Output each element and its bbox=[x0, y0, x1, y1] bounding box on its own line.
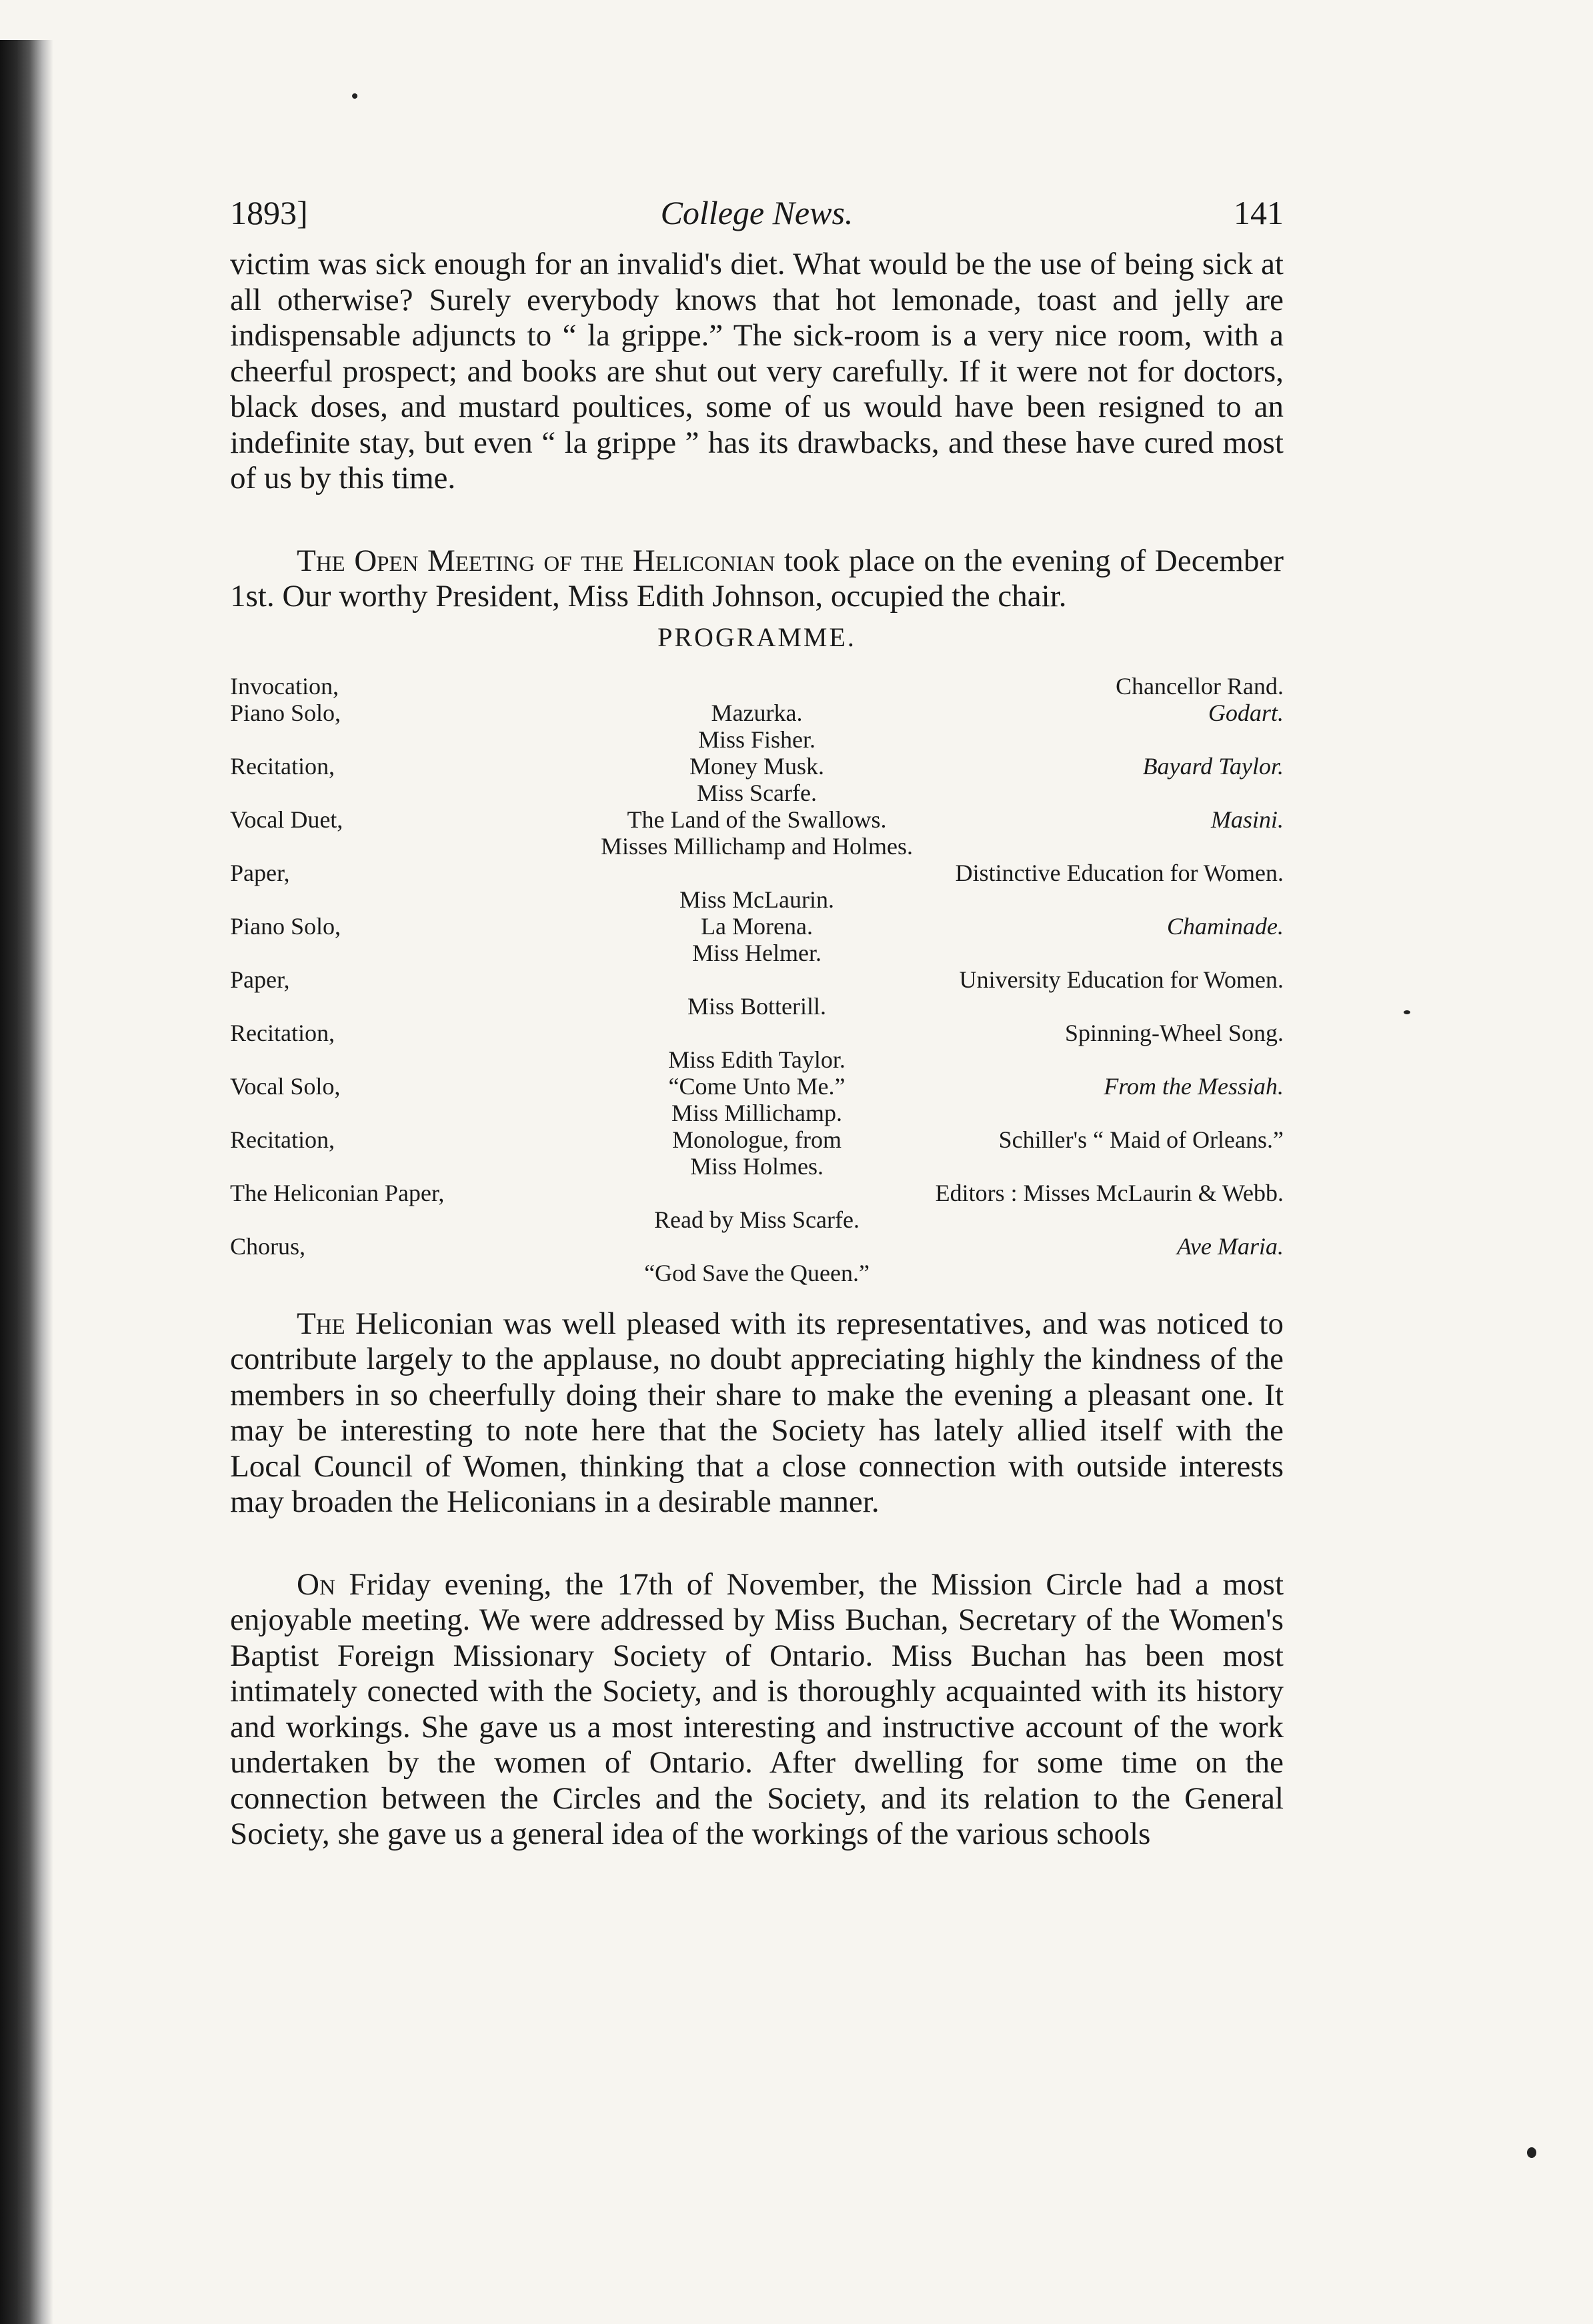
programme-item-author: Chancellor Rand. bbox=[1116, 672, 1284, 700]
programme-item-author: Godart. bbox=[1208, 699, 1284, 726]
programme-item-performer: Miss Helmer. bbox=[692, 939, 822, 966]
programme-item-title: La Morena. bbox=[701, 912, 813, 940]
book-binding-edge bbox=[0, 40, 53, 2324]
programme-item-label: Paper, bbox=[230, 859, 290, 886]
paragraph-lead: On bbox=[297, 1566, 335, 1602]
programme-row bbox=[230, 673, 1284, 700]
programme-item-title: Mazurka. bbox=[711, 699, 803, 726]
paragraph-lead: The bbox=[297, 1306, 345, 1341]
programme-item-author: Spinning-Wheel Song. bbox=[1065, 1019, 1284, 1046]
programme-row bbox=[230, 1073, 1284, 1100]
programme-item bbox=[230, 913, 1284, 966]
programme-row bbox=[230, 913, 1284, 940]
programme-item-performer: Miss Edith Taylor. bbox=[668, 1046, 846, 1073]
programme-item-author: Ave Maria. bbox=[1177, 1232, 1284, 1260]
programme-item-author: Masini. bbox=[1210, 806, 1284, 833]
page-body bbox=[230, 193, 1284, 1853]
paragraph-open-meeting bbox=[230, 543, 1284, 615]
programme-item bbox=[230, 673, 1284, 700]
programme-row bbox=[230, 1126, 1284, 1153]
paragraph-mission-circle bbox=[230, 1567, 1284, 1853]
paragraph-text: Friday evening, the 17th of November, the Mission Circle had a most enjoyable meeting. We were addressed by Miss Buchan, Secretary of the Women's Baptist Foreign Missionary Society of Ontario. Miss Buchan has been most intimately conected with the Society, and is thoroughly acquainted with its history and workings. She gave us a most interesting and instructive account of the work undertaken by the women of Ontario. After dwelling for some time on the connection between the Circles and the Society, and its relation to the General Society, she gave us a general idea of the workings of the various schools bbox=[230, 1566, 1284, 1851]
programme-item-performer: Miss Fisher. bbox=[697, 726, 816, 753]
programme-item-label: Recitation, bbox=[230, 752, 335, 780]
programme-item-label: The Heliconian Paper, bbox=[230, 1179, 445, 1206]
programme-row bbox=[230, 1233, 1284, 1260]
programme-item-author: Distinctive Education for Women. bbox=[955, 859, 1284, 886]
header-year: 1893] bbox=[230, 194, 308, 231]
paragraph-text: took place on the evening of December 1st. Our worthy President, Miss Edith Johnson, occupied the chair. bbox=[230, 543, 1284, 614]
programme-item-label: Paper, bbox=[230, 966, 290, 993]
programme-row bbox=[230, 1180, 1284, 1206]
programme-list bbox=[230, 673, 1284, 1286]
programme-row bbox=[230, 806, 1284, 833]
programme-item-performer: Read by Miss Scarfe. bbox=[654, 1206, 860, 1233]
programme-row bbox=[230, 1020, 1284, 1046]
programme-item-label: Piano Solo, bbox=[230, 699, 341, 726]
programme-item-label: Vocal Duet, bbox=[230, 806, 343, 833]
programme-item bbox=[230, 753, 1284, 806]
programme-item-title: Monologue, from bbox=[672, 1126, 842, 1153]
programme-item bbox=[230, 1126, 1284, 1180]
programme-item-label: Piano Solo, bbox=[230, 912, 341, 940]
programme-item-performer: Miss Millichamp. bbox=[671, 1099, 842, 1126]
programme-item-author: Bayard Taylor. bbox=[1142, 752, 1284, 780]
programme-item-label: Vocal Solo, bbox=[230, 1072, 341, 1100]
programme-item bbox=[230, 1180, 1284, 1233]
programme-item-author: University Education for Women. bbox=[959, 966, 1284, 993]
programme-item-author: Chaminade. bbox=[1167, 912, 1284, 940]
programme-item-author: From the Messiah. bbox=[1104, 1072, 1284, 1100]
programme-item-performer: Miss Scarfe. bbox=[697, 779, 817, 806]
ink-speck bbox=[352, 93, 357, 99]
programme-item-label: Recitation, bbox=[230, 1019, 335, 1046]
ink-speck bbox=[1404, 1010, 1410, 1014]
programme-item bbox=[230, 1020, 1284, 1073]
paragraph-lead: The Open Meeting of the Heliconian bbox=[297, 543, 775, 578]
programme-row bbox=[230, 860, 1284, 886]
running-head bbox=[230, 193, 1284, 247]
programme-item bbox=[230, 806, 1284, 860]
programme-item-title: The Land of the Swallows. bbox=[627, 806, 887, 833]
programme-item bbox=[230, 966, 1284, 1020]
journal-title: College News. bbox=[660, 194, 854, 231]
paragraph-sick-room: victim was sick enough for an invalid's diet. What would be the use of being sick at all otherwise? Surely everybody knows that hot lemonade, toast and jelly are indispensable adjuncts to “ la grippe.” The sick-room is a very nice room, with a cheerful prospect; and books are shut out very carefully. If it were not for doctors, black doses, and mustard poultices, some of us would have been resigned to an indefinite stay, but even “ la grippe ” has its drawbacks, and these have cured most of us by this time. bbox=[230, 247, 1284, 495]
programme-item-performer: Miss Holmes. bbox=[689, 1152, 824, 1180]
paragraph-text: Heliconian was well pleased with its representatives, and was noticed to contribute largely to the applause, no doubt appreciating highly the kindness of the members in so cheerfully doing their share to make the evening a pleasant one. It may be interesting to note here that the Society has lately allied itself with the Local Council of Women, thinking that a close connection with outside interests may broaden the Heliconians in a desirable manner. bbox=[230, 1306, 1284, 1519]
programme-item-author: Editors : Misses McLaurin & Webb. bbox=[935, 1179, 1284, 1206]
programme-item-label: Chorus, bbox=[230, 1232, 306, 1260]
programme-item-performer: Miss Botterill. bbox=[687, 992, 827, 1020]
programme-item-title: Money Musk. bbox=[689, 752, 824, 780]
programme-row bbox=[230, 700, 1284, 726]
programme-item-performer: Miss McLaurin. bbox=[679, 886, 834, 913]
programme-item-author: Schiller's “ Maid of Orleans.” bbox=[998, 1126, 1284, 1153]
programme-item bbox=[230, 860, 1284, 913]
programme-item bbox=[230, 1073, 1284, 1126]
paragraph-heliconian bbox=[230, 1306, 1284, 1520]
programme-row bbox=[230, 753, 1284, 780]
programme-item-title: “Come Unto Me.” bbox=[668, 1072, 846, 1100]
programme-item-performer: Misses Millichamp and Holmes. bbox=[601, 832, 913, 860]
programme-row bbox=[230, 966, 1284, 993]
programme-item-label: Invocation, bbox=[230, 672, 339, 700]
programme-item bbox=[230, 1233, 1284, 1286]
programme-item-label: Recitation, bbox=[230, 1126, 335, 1153]
programme-title: PROGRAMME. bbox=[657, 622, 856, 652]
programme-item bbox=[230, 700, 1284, 753]
programme-item-performer: “God Save the Queen.” bbox=[644, 1259, 870, 1286]
page-number: 141 bbox=[1234, 194, 1284, 231]
ink-speck bbox=[1527, 2147, 1536, 2158]
